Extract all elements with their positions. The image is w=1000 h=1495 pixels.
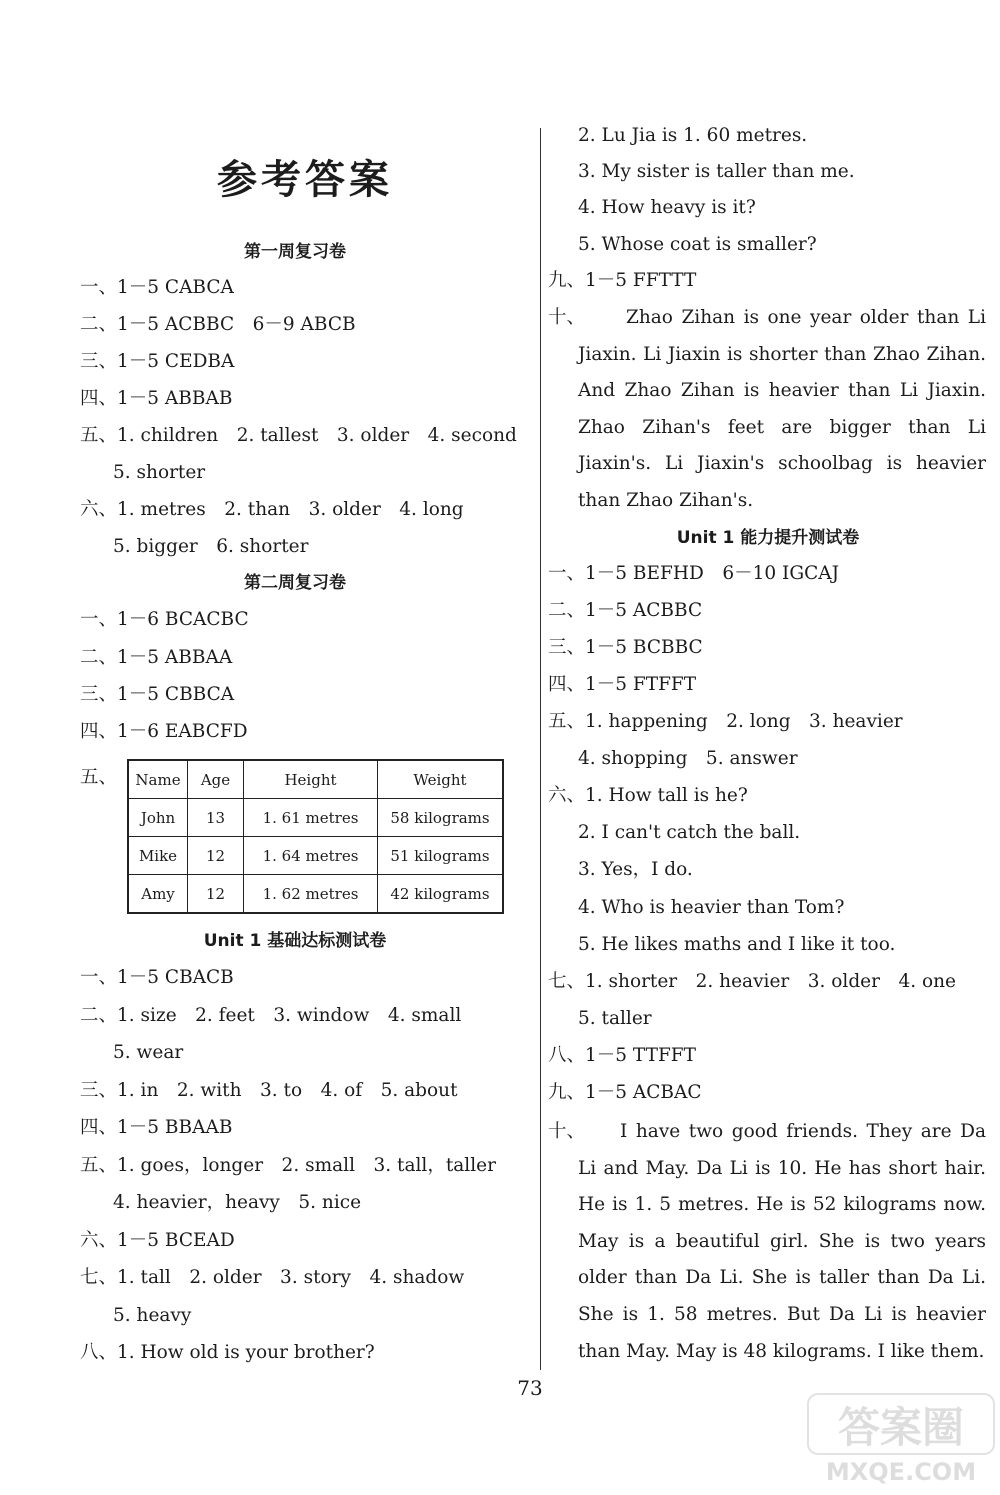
table-cell: John — [128, 799, 188, 837]
watermark-logo — [806, 1388, 996, 1488]
answer-line: 二、1－5 ABBAA — [80, 647, 233, 668]
table-header-cell: Age — [188, 760, 244, 799]
table-cell: 1. 62 metres — [244, 875, 378, 914]
essay-label: 十、 — [548, 1121, 586, 1142]
answer-line: 5. bigger 6. shorter — [113, 536, 309, 557]
table-cell: 13 — [188, 799, 244, 837]
answer-line: 五、1. children 2. tallest 3. older 4. second — [80, 425, 517, 446]
answer-line: 九、1－5 FFTTT — [548, 270, 697, 291]
answer-line: 5. shorter — [113, 462, 206, 483]
answer-line: 三、1－5 CBBCA — [80, 684, 235, 705]
answer-line: 一、1－5 CABCA — [80, 277, 234, 298]
answer-line: 3. Yes，I do. — [578, 859, 693, 880]
answer-line: 二、1－5 ACBBC 6－9 ABCB — [80, 314, 356, 335]
answer-line: 4. heavier，heavy 5. nice — [113, 1192, 362, 1213]
answer-line: 5. Whose coat is smaller? — [578, 234, 817, 255]
answer-line: 三、1－5 BCBBC — [548, 637, 703, 658]
answer-line: 六、1. How tall is he? — [548, 785, 748, 806]
answer-line: 四、1－5 ABBAB — [80, 388, 233, 409]
essay-label: 十、 — [548, 307, 586, 328]
answer-line: 4. Who is heavier than Tom? — [578, 897, 845, 918]
essay-paragraph: Zhao Zihan is one year older than Li Jiaxin. Li Jiaxin is shorter than Zhao Zihan. And Zhao Zihan is heavier than Li Jiaxin. Zhao Zihan's feet are bigger than Li Jiaxin's. Li Jiaxin's schoolbag is heavier than Zhao Zihan's. — [578, 307, 986, 511]
answer-line: 一、1－5 CBACB — [80, 967, 234, 988]
answer-line: 七、1. tall 2. older 3. story 4. shadow — [80, 1267, 465, 1288]
table-header-row — [128, 760, 503, 799]
answer-line: 5. taller — [578, 1008, 652, 1029]
answer-line: 四、1－5 BBAAB — [80, 1117, 233, 1138]
page-title: 参考答案 — [217, 156, 393, 203]
answer-line: 5. heavy — [113, 1305, 192, 1326]
table-question-label: 五、 — [80, 767, 118, 788]
column-divider — [540, 128, 541, 1370]
info-table — [127, 759, 504, 914]
answer-line: 2. Lu Jia is 1. 60 metres. — [578, 125, 808, 146]
table-cell: 12 — [188, 875, 244, 914]
section-heading-unit1-advanced: Unit 1 能力提升测试卷 — [676, 528, 860, 548]
table-cell: 51 kilograms — [378, 837, 504, 875]
answer-line: 五、1. goes，longer 2. small 3. tall，taller — [80, 1155, 496, 1176]
answer-line: 四、1－5 FTFFT — [548, 674, 697, 695]
section-heading-unit1-basic: Unit 1 基础达标测试卷 — [203, 931, 387, 951]
answer-line: 七、1. shorter 2. heavier 3. older 4. one — [548, 971, 956, 992]
answer-line: 3. My sister is taller than me. — [578, 161, 855, 182]
svg-text:答案圈: 答案圈 — [837, 1403, 965, 1452]
answer-line: 八、1－5 TTFFT — [548, 1045, 696, 1066]
table-row — [128, 837, 503, 875]
answer-line: 三、1－5 CEDBA — [80, 351, 235, 372]
answer-line: 六、1. metres 2. than 3. older 4. long — [80, 499, 464, 520]
table-header-cell: Height — [244, 760, 378, 799]
answer-line: 五、1. happening 2. long 3. heavier — [548, 711, 903, 732]
table-cell: 42 kilograms — [378, 875, 504, 914]
answer-line: 二、1－5 ACBBC — [548, 600, 703, 621]
answer-line: 5. He likes maths and I like it too. — [578, 934, 896, 955]
answer-line: 六、1－5 BCEAD — [80, 1230, 235, 1251]
table-cell: Mike — [128, 837, 188, 875]
table-header-cell: Name — [128, 760, 188, 799]
table-cell: 58 kilograms — [378, 799, 504, 837]
essay-paragraph: I have two good friends. They are Da Li and May. Da Li is 10. He has short hair. He is 1. 5 metres. He is 52 kilograms now. May is a beautiful girl. She is two years older than Da Li. She is taller than Da Li. She is 1. 58 metres. But Da Li is heavier than May. May is 48 kilograms. I like them. — [578, 1121, 986, 1362]
answer-line: 2. I can't catch the ball. — [578, 822, 801, 843]
table-cell: Amy — [128, 875, 188, 914]
answer-line: 三、1. in 2. with 3. to 4. of 5. about — [80, 1080, 458, 1101]
answer-line: 5. wear — [113, 1042, 184, 1063]
svg-text:MXQE.COM: MXQE.COM — [825, 1458, 977, 1486]
answer-line: 四、1－6 EABCFD — [80, 721, 248, 742]
page-number: 73 — [517, 1376, 543, 1400]
section-heading-week1: 第一周复习卷 — [244, 242, 346, 262]
table-cell: 1. 64 metres — [244, 837, 378, 875]
answer-line: 4. How heavy is it? — [578, 197, 756, 218]
answer-line: 九、1－5 ACBAC — [548, 1082, 702, 1103]
answer-line: 4. shopping 5. answer — [578, 748, 798, 769]
answer-line: 八、1. How old is your brother? — [80, 1342, 375, 1363]
answer-line: 一、1－5 BEFHD 6－10 IGCAJ — [548, 563, 840, 584]
table-header-cell: Weight — [378, 760, 504, 799]
table-cell: 12 — [188, 837, 244, 875]
table-row — [128, 875, 503, 914]
table-cell: 1. 61 metres — [244, 799, 378, 837]
table-row — [128, 799, 503, 837]
section-heading-week2: 第二周复习卷 — [244, 573, 346, 593]
answer-line: 一、1－6 BCACBC — [80, 609, 249, 630]
answer-line: 二、1. size 2. feet 3. window 4. small — [80, 1005, 462, 1026]
